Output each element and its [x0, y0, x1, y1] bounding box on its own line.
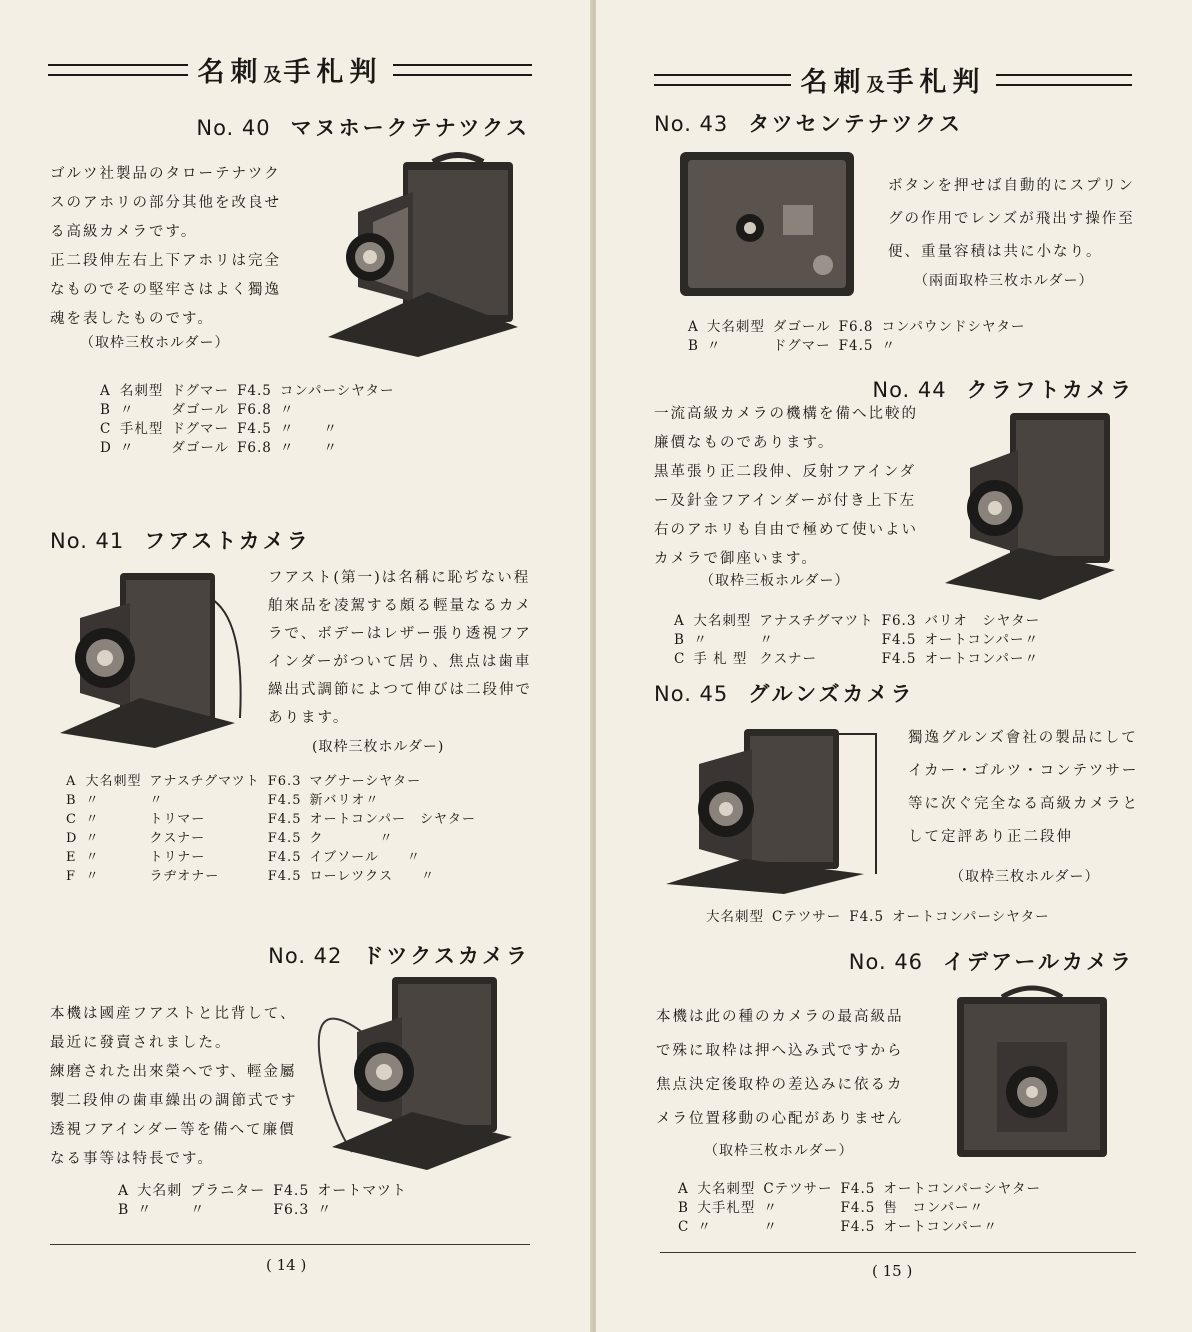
folding-camera-photo-40 [318, 152, 528, 362]
model-41-spec-table [66, 772, 484, 886]
folding-camera-photo-45 [664, 724, 884, 894]
model-42-spec-table [118, 1182, 415, 1220]
model-44-spec-table [674, 612, 1048, 669]
spec-row: A 大名刺 プラニター F4.5 オートマツト [118, 1183, 407, 1199]
model-42-heading: No. 42 ドツクスカメラ [268, 944, 530, 968]
model-40-holder-note: （取枠三枚ホルダー） [80, 335, 230, 351]
model-41-heading: No. 41 フアストカメラ [50, 529, 311, 553]
model-43-heading: No. 43 タツセンテナツクス [654, 112, 964, 136]
folding-camera-photo-41 [60, 568, 250, 748]
spec-row: B 〃 ドグマー F4.5 〃 [688, 338, 896, 354]
spec-row: C 手札型 ドグマー F4.5 〃 〃 [100, 421, 338, 437]
folding-camera-photo-42 [312, 972, 532, 1172]
model-43-holder-note: （兩面取枠三枚ホルダー） [914, 273, 1094, 289]
model-46-holder-note: （取枠三枚ホルダー） [704, 1143, 854, 1159]
footer-rule [660, 1252, 1136, 1253]
model-46-description: 本機は此の種のカメラの最高級品 で殊に取枠は押へ込み式ですから 焦点決定後取枠の差込みに依るカ メラ位置移動の心配がありません [656, 1009, 904, 1127]
header-rule-right [393, 64, 533, 76]
spec-row: E 〃 トリナー F4.5 イブソール 〃 [66, 850, 421, 865]
model-41-description: フアスト(第一)は名稱に恥ぢない程 舶來品を凌駕する頗る輕量なるカメ ラで、ボデーはレザー張り透視フア インダーがついて居り、焦点は歯車 繰出式調節によつて伸びは二段伸で あります。 [268, 570, 532, 726]
spec-row: 大名刺型 Cテツサー F4.5 オートコンパーシヤター [706, 909, 1050, 925]
model-41-holder-note: (取枠三枚ホルダー) [312, 739, 445, 755]
spec-row: A 大名刺型 ダゴール F6.8 コンパウンドシヤター [688, 319, 1026, 335]
spec-row: B 〃 〃 F4.5 新バリオ〃 [66, 793, 380, 808]
box-camera-photo-43 [678, 150, 858, 300]
spec-row: A 大名刺型 アナスチグマツト F6.3 マグナーシヤター [66, 774, 422, 789]
header-rule-right [996, 74, 1133, 86]
model-42-description: 本機は國産フアストと比背して、 最近に發賣されました。 練磨された出來榮へです、輕金屬 製二段伸の歯車繰出の調節式です 透視フアインダー等を備へて廉價 なる事等は特長です。 [50, 1006, 298, 1167]
model-40-spec-table [100, 382, 403, 458]
spec-row: A 大名刺型 Cテツサー F4.5 オートコンパーシヤター [678, 1181, 1042, 1197]
spec-row: D 〃 クスナー F4.5 ク 〃 [66, 831, 394, 846]
page-number: ( 14 ) [266, 1256, 307, 1274]
model-44-holder-note: （取枠三板ホルダー） [700, 573, 850, 589]
spec-row: B 大手札型 〃 F4.5 售 コンパー〃 [678, 1200, 984, 1216]
page-number: ( 15 ) [872, 1262, 913, 1280]
spec-row: C 〃 トリマー F4.5 オートコンパー シヤター [66, 812, 476, 827]
model-44-description: 一流高級カメラの機構を備へ比較的 廉價なものであります。 黒革張り正二段伸、反射フアインダ ー及針金フアインダーが付き上下左 右のアホリも自由で極めて使いよい カメラで御座います。 [654, 406, 918, 567]
model-45-holder-note: （取枠三枚ホルダー） [950, 869, 1100, 885]
left-page [0, 0, 592, 1332]
spec-row: D 〃 ダゴール F6.8 〃 〃 [100, 440, 338, 456]
model-46-heading: No. 46 イデアールカメラ [848, 950, 1134, 974]
model-44-heading: No. 44 クラフトカメラ [872, 378, 1134, 402]
spec-row: A 名刺型 ドグマー F4.5 コンパーシヤター [100, 383, 395, 399]
spec-row: B 〃 〃 F6.3 〃 [118, 1202, 333, 1218]
spec-row: B 〃 〃 F4.5 オートコンパー〃 [674, 632, 1039, 648]
folding-camera-photo-44 [940, 408, 1120, 604]
spec-row: F 〃 ラヂオナー F4.5 ローレツクス 〃 [66, 869, 435, 884]
spec-row: B 〃 ダゴール F6.8 〃 [100, 402, 295, 418]
model-43-description: ボタンを押せば自動的にスプリン グの作用でレンズが飛出す操作至 便、重量容積は共に小なり。 [888, 178, 1135, 260]
spec-row: C 手 札 型 クスナー F4.5 オートコンパー〃 [674, 651, 1039, 667]
header-title: 名刺及手札判 [197, 57, 383, 88]
model-43-spec-table [688, 318, 1033, 356]
footer-rule [50, 1244, 530, 1245]
spec-row: A 大名刺型 アナスチグマツト F6.3 バリオ シヤター [674, 613, 1041, 629]
model-40-description: ゴルツ社製品のタローテナツク スのアホリの部分其他を改良せ る高級カメラです。 正二段伸左右上下アホリは完全 なものでその堅牢さはよく獨逸 魂を表したものです。 [50, 166, 281, 327]
model-45-description: 獨逸グルンズ會社の製品にして イカー・ゴルツ・コンテツサー 等に次ぐ完全なる高級カメラと して定評あり正二段伸 [908, 730, 1139, 845]
spec-row: C 〃 〃 F4.5 オートコンパー〃 [678, 1219, 998, 1235]
left-section-header [48, 50, 532, 89]
header-title: 名刺及手札判 [800, 67, 986, 98]
header-rule-left [48, 64, 188, 76]
model-40-heading: No. 40 マヌホークテナツクス [196, 116, 530, 140]
model-45-heading: No. 45 グルンズカメラ [654, 682, 915, 706]
right-page [596, 0, 1192, 1332]
header-rule-left [654, 74, 791, 86]
right-section-header [654, 60, 1132, 99]
folding-camera-photo-46 [942, 982, 1122, 1168]
model-45-spec-table [706, 908, 1058, 927]
model-46-spec-table [678, 1180, 1049, 1237]
